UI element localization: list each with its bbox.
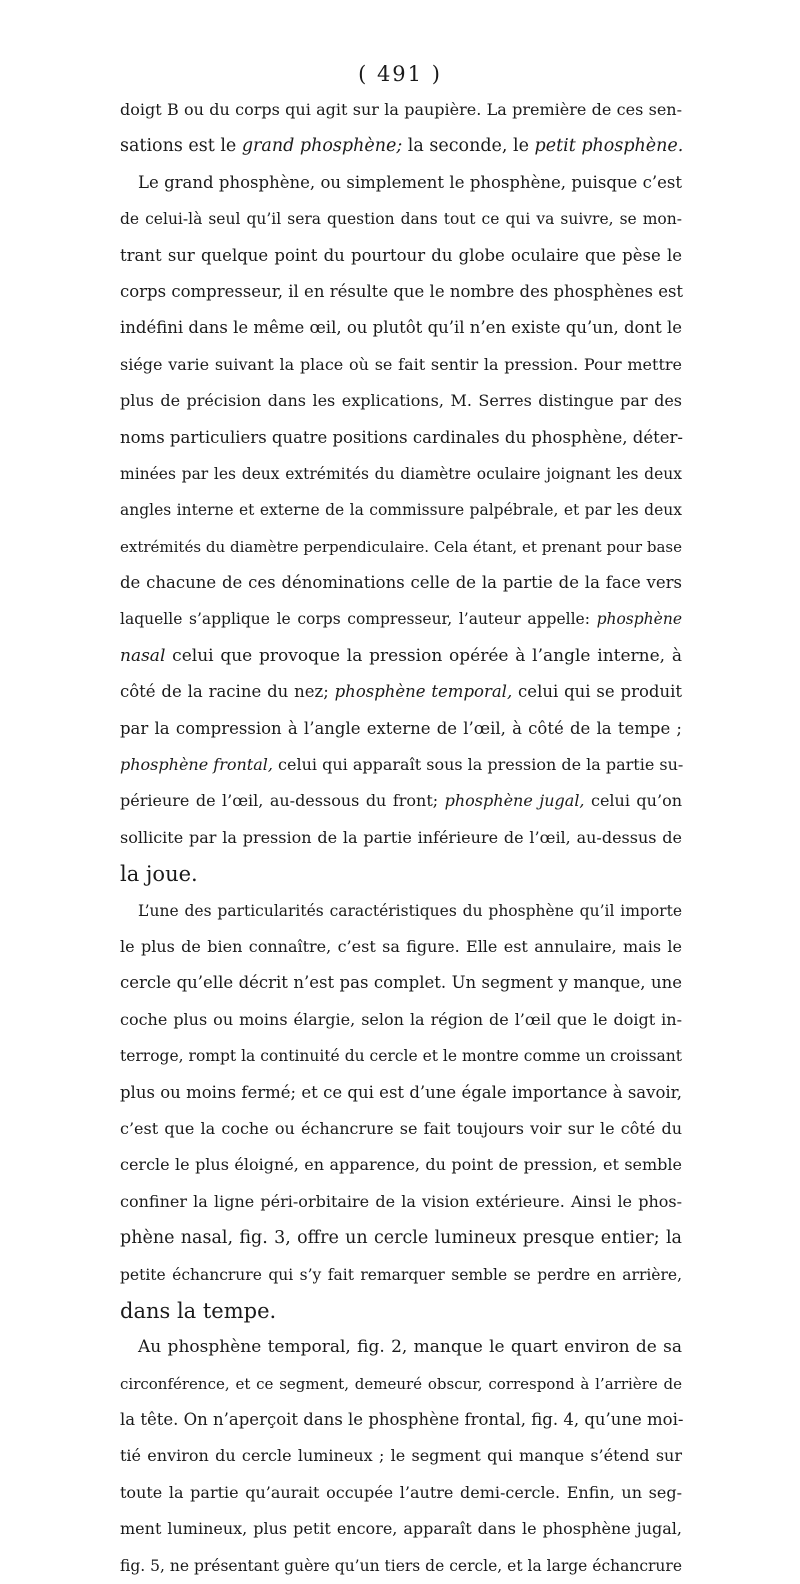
page-number: ( 491 ) [358, 62, 442, 86]
text-run: extrémités du diamètre perpendiculaire. Cela étant, et prenant pour base [120, 537, 682, 556]
text-run: périeure de l’œil, au-dessous du front; [120, 791, 445, 811]
text-line [120, 1184, 682, 1220]
text-line [120, 1220, 682, 1256]
text-run: terroge, rompt la continuité du cercle et le montre comme un croissant [120, 1047, 682, 1066]
text-line [120, 856, 682, 892]
italic-term: nasal [120, 645, 166, 666]
text-run: sollicite par la pression de la partie inférieure de l’œil, au-dessus de [120, 827, 682, 847]
text-line [120, 1366, 682, 1402]
text-run: indéfini dans le même œil, ou plutôt qu’il n’en existe qu’un, dont le [120, 318, 682, 338]
text-line [120, 965, 682, 1001]
text-line [120, 274, 682, 310]
italic-term: phosphène [596, 610, 682, 629]
text-line [120, 1147, 682, 1183]
text-run: trant sur quelque point du pourtour du globe oculaire que pèse le [120, 245, 682, 265]
text-line [120, 165, 682, 201]
text-line [120, 1111, 682, 1147]
text-run: petite échancrure qui s’y fait remarquer semble se perdre en arrière, [120, 1265, 682, 1284]
text-run: Au phosphène temporal, fig. 2, manque le quart environ de sa [138, 1337, 682, 1358]
text-run: cercle qu’elle décrit n’est pas complet. Un segment y manque, une [120, 973, 682, 993]
text-line [120, 1002, 682, 1038]
text-line [120, 238, 682, 274]
body-text [120, 92, 682, 1584]
text-line [120, 310, 682, 346]
italic-term: petit phosphène. [534, 136, 684, 157]
text-run: doigt B ou du corps qui agit sur la paupière. La première de ces sen- [120, 100, 682, 119]
text-run: phène nasal, fig. 3, offre un cercle lumineux presque entier; la [120, 1228, 682, 1249]
text-line [120, 820, 682, 856]
text-line [120, 347, 682, 383]
text-run: cercle le plus éloigné, en apparence, du point de pression, et semble [120, 1155, 682, 1175]
text-run: côté de la racine du nez; [120, 682, 335, 702]
text-run: de celui-là seul qu’il sera question dans tout ce qui va suivre, se mon- [120, 210, 682, 229]
text-run: L’une des particularités caractéristiques du phosphène qu’il importe [138, 901, 682, 920]
text-line [120, 601, 682, 637]
text-run: plus ou moins fermé; et ce qui est d’une égale importance à savoir, [120, 1082, 682, 1102]
text-line [120, 1438, 682, 1474]
italic-term: phosphène frontal, [120, 755, 273, 775]
text-run: corps compresseur, il en résulte que le nombre des phosphènes est [120, 281, 684, 301]
text-run: dans la tempe. [120, 1298, 277, 1323]
italic-term: phosphène temporal, [334, 682, 513, 702]
text-run: par la compression à l’angle externe de l’œil, à côté de la tempe ; [120, 718, 682, 738]
text-line [120, 1075, 682, 1111]
text-run: circonférence, et ce segment, demeuré obscur, correspond à l’arrière de [120, 1374, 682, 1393]
text-run: noms particuliers quatre positions cardinales du phosphène, déter- [120, 427, 683, 447]
text-line [120, 929, 682, 965]
text-run: la tête. On n’aperçoit dans le phosphène frontal, fig. 4, qu’une moi- [120, 1410, 684, 1430]
text-line [120, 456, 682, 492]
text-line [120, 674, 682, 710]
text-line [120, 893, 682, 929]
text-line [120, 1548, 682, 1584]
text-run: la joue. [120, 862, 198, 887]
text-run: angles interne et externe de la commissure palpébrale, et par les deux [120, 501, 682, 520]
text-run: celui qu’on [584, 791, 683, 811]
text-line [120, 128, 682, 164]
text-line [120, 1475, 682, 1511]
text-line [120, 638, 682, 674]
text-line [120, 201, 682, 237]
text-run: fig. 5, ne présentant guère qu’un tiers de cercle, et la large échancrure [120, 1556, 682, 1575]
italic-term: grand phosphène; [241, 136, 403, 157]
text-line [120, 492, 682, 528]
text-run: Le grand phosphène, ou simplement le phosphène, puisque c’est [138, 172, 682, 192]
text-run: de chacune de ces dénominations celle de la partie de la face vers [120, 573, 682, 593]
text-run: celui qui se produit [512, 682, 682, 702]
text-run: confiner la ligne péri-orbitaire de la vision extérieure. Ainsi le phos- [120, 1191, 682, 1211]
text-line [120, 1038, 682, 1074]
text-line [120, 711, 682, 747]
text-line [120, 565, 682, 601]
text-run: la seconde, le [402, 136, 535, 157]
text-line [120, 1511, 682, 1547]
text-run: sations est le [120, 136, 242, 157]
text-run: celui que provoque la pression opérée à l’angle interne, à [165, 645, 682, 666]
text-run: coche plus ou moins élargie, selon la région de l’œil que le doigt in- [120, 1009, 682, 1029]
text-run: siége varie suivant la place où se fait sentir la pression. Pour mettre [120, 354, 682, 374]
text-run: celui qui apparaît sous la pression de la partie su- [272, 755, 684, 775]
text-line [120, 1293, 682, 1329]
text-line [120, 383, 682, 419]
text-run: ment lumineux, plus petit encore, apparaît dans le phosphène jugal, [120, 1519, 682, 1539]
text-line [120, 1329, 682, 1365]
text-run: laquelle s’applique le corps compresseur, l’auteur appelle: [120, 610, 597, 629]
text-run: tié environ du cercle lumineux ; le segment qui manque s’étend sur [120, 1446, 682, 1466]
text-run: toute la partie qu’aurait occupée l’autre demi-cercle. Enfin, un seg- [120, 1482, 682, 1502]
italic-term: phosphène jugal, [444, 791, 585, 811]
text-line [120, 92, 682, 128]
text-run: le plus de bien connaître, c’est sa figure. Elle est annulaire, mais le [120, 936, 682, 956]
text-line [120, 747, 682, 783]
text-run: c’est que la coche ou échancrure se fait toujours voir sur le côté du [120, 1118, 682, 1138]
text-run: minées par les deux extrémités du diamètre oculaire joignant les deux [120, 464, 682, 483]
text-line [120, 529, 682, 565]
text-run: plus de précision dans les explications, M. Serres distingue par des [120, 391, 682, 411]
text-line [120, 420, 682, 456]
text-line [120, 783, 682, 819]
text-line [120, 1402, 682, 1438]
